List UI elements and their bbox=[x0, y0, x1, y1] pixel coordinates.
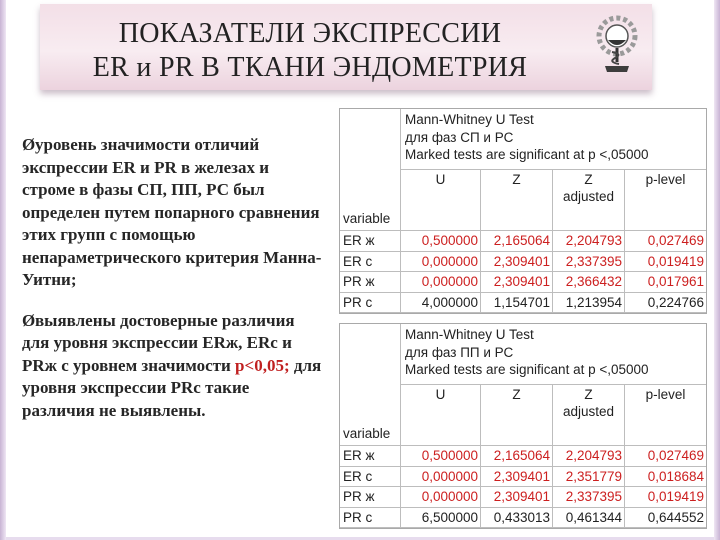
column-header-variable: variable bbox=[340, 324, 401, 446]
cell-z: 2,165064 bbox=[481, 446, 553, 467]
cell-z-adjusted: 0,461344 bbox=[553, 508, 625, 529]
slide-title-line-2: ER и PR В ТКАНИ ЭНДОМЕТРИЯ bbox=[92, 52, 528, 83]
cell-p-level: 0,019419 bbox=[625, 252, 706, 273]
cell-z: 1,154701 bbox=[481, 293, 553, 314]
row-label: PR c bbox=[340, 293, 401, 314]
cell-u: 0,500000 bbox=[401, 446, 481, 467]
cell-u: 0,500000 bbox=[401, 231, 481, 252]
right-border bbox=[714, 0, 720, 540]
column-header-z: Z bbox=[481, 385, 553, 446]
table-caption bbox=[401, 109, 706, 170]
caption-line: Mann-Whitney U Test bbox=[405, 327, 534, 342]
column-header-u: U bbox=[401, 170, 481, 231]
column-header-variable: variable bbox=[340, 109, 401, 231]
cell-p-level: 0,224766 bbox=[625, 293, 706, 314]
cell-z: 0,433013 bbox=[481, 508, 553, 529]
row-label: ER ж bbox=[340, 446, 401, 467]
cell-z: 2,309401 bbox=[481, 467, 553, 488]
column-header-z-adjusted: Z adjusted bbox=[553, 385, 625, 446]
cell-p-level: 0,027469 bbox=[625, 231, 706, 252]
title-banner bbox=[40, 4, 652, 90]
cell-u: 0,000000 bbox=[401, 487, 481, 508]
cell-z: 2,165064 bbox=[481, 231, 553, 252]
cell-z-adjusted: 2,366432 bbox=[553, 272, 625, 293]
left-border bbox=[0, 0, 6, 540]
mann-whitney-table-sp-rs bbox=[339, 108, 707, 314]
cell-p-level: 0,027469 bbox=[625, 446, 706, 467]
column-header-z-adjusted: Z adjusted bbox=[553, 170, 625, 231]
bullet-item-method bbox=[22, 134, 322, 292]
bullet-item-result bbox=[22, 310, 322, 423]
cell-u: 0,000000 bbox=[401, 467, 481, 488]
cell-p-level: 0,018684 bbox=[625, 467, 706, 488]
cell-z: 2,309401 bbox=[481, 252, 553, 273]
caption-line: Marked tests are significant at p <,05000 bbox=[405, 147, 649, 162]
cell-u: 0,000000 bbox=[401, 252, 481, 273]
row-label: ER c bbox=[340, 252, 401, 273]
column-header-p-level: p-level bbox=[625, 170, 706, 231]
cell-z-adjusted: 2,204793 bbox=[553, 231, 625, 252]
cell-u: 6,500000 bbox=[401, 508, 481, 529]
bullet-text: уровень значимости отличий экспрессии ER и PR в железах и строме в фазы СП, ПП, РС был определен путем попарного сравнения этих групп с помощью непараметрического критерия Манна-Уитни; bbox=[22, 135, 322, 289]
cell-z-adjusted: 2,351779 bbox=[553, 467, 625, 488]
cell-z: 2,309401 bbox=[481, 272, 553, 293]
row-label: PR c bbox=[340, 508, 401, 529]
bullet-list bbox=[22, 134, 322, 422]
slide-title-line-1: ПОКАЗАТЕЛИ ЭКСПРЕССИИ bbox=[118, 18, 502, 49]
cell-z-adjusted: 2,204793 bbox=[553, 446, 625, 467]
cell-z-adjusted: 2,337395 bbox=[553, 487, 625, 508]
bullet-text-after: для уровня экспрессии PRc такие различия не выявлены. bbox=[22, 355, 322, 420]
cell-p-level: 0,017961 bbox=[625, 272, 706, 293]
caption-line: для фаз СП и РС bbox=[405, 129, 514, 145]
cell-p-level: 0,019419 bbox=[625, 487, 706, 508]
column-header-z: Z bbox=[481, 170, 553, 231]
bullet-arrow-icon: Ø bbox=[22, 310, 36, 330]
row-label: ER c bbox=[340, 467, 401, 488]
caption-line: Mann-Whitney U Test bbox=[405, 112, 534, 127]
cell-p-level: 0,644552 bbox=[625, 508, 706, 529]
cell-z-adjusted: 2,337395 bbox=[553, 252, 625, 273]
row-label: PR ж bbox=[340, 272, 401, 293]
cell-u: 4,000000 bbox=[401, 293, 481, 314]
table-caption bbox=[401, 324, 706, 385]
column-header-u: U bbox=[401, 385, 481, 446]
bullet-text-before: выявлены достоверные различия для уровня экспрессии ERж, ERc и PRж с уровнем значимости bbox=[22, 310, 295, 375]
cell-u: 0,000000 bbox=[401, 272, 481, 293]
row-label: PR ж bbox=[340, 487, 401, 508]
row-label: ER ж bbox=[340, 231, 401, 252]
caption-line: Marked tests are significant at p <,05000 bbox=[405, 362, 649, 377]
bullet-arrow-icon: Ø bbox=[22, 135, 36, 154]
caption-line: для фаз ПП и РС bbox=[405, 344, 514, 360]
mann-whitney-table-pp-rs bbox=[339, 323, 707, 529]
cell-z: 2,309401 bbox=[481, 487, 553, 508]
bowl-of-hygieia-icon bbox=[588, 14, 646, 80]
cell-z-adjusted: 1,213954 bbox=[553, 293, 625, 314]
column-header-p-level: p-level bbox=[625, 385, 706, 446]
significance-highlight: р<0,05; bbox=[235, 355, 290, 375]
